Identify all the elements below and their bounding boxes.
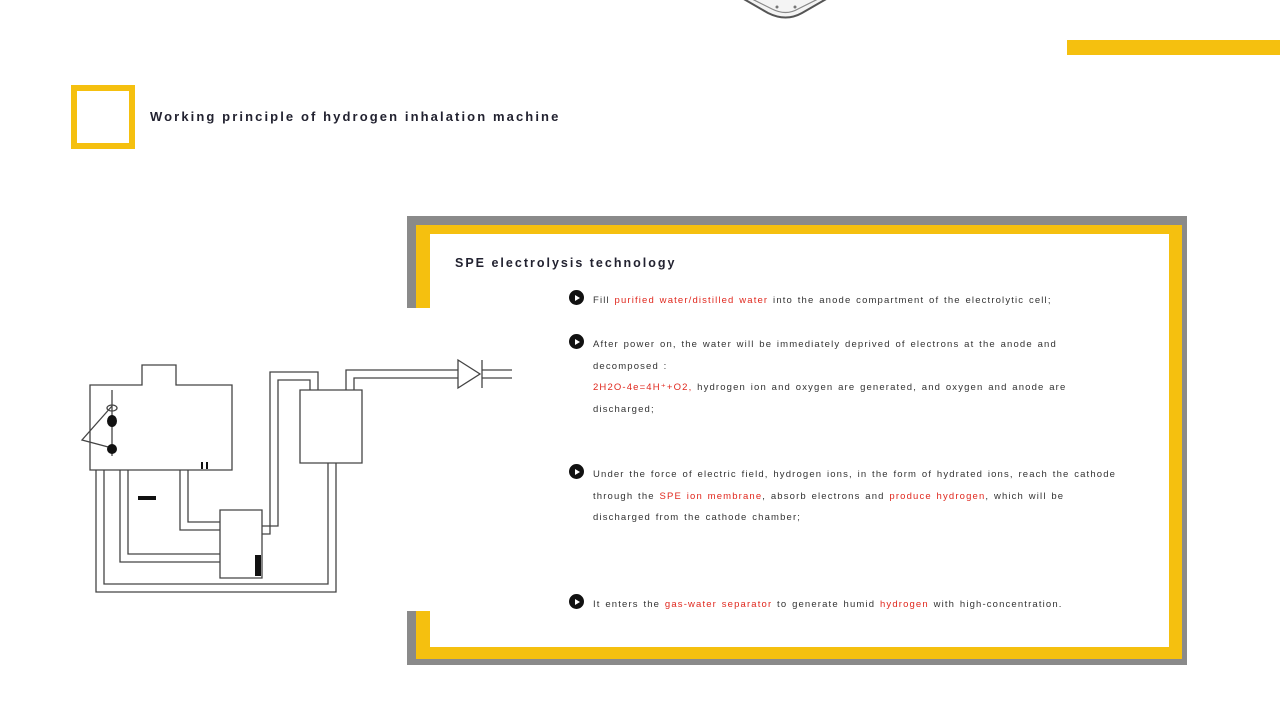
play-bullet-icon — [569, 290, 584, 305]
step-text-part: It enters the — [593, 599, 665, 610]
step-text-part: Under the force of electric field, hydrogen ions, in the form of hydrated ions, reach the cathode through the — [593, 469, 1117, 502]
play-bullet-icon — [569, 464, 584, 479]
step-text-part: , absorb electrons and — [762, 490, 890, 502]
play-bullet-icon — [569, 594, 584, 609]
step-item-2 — [569, 334, 1124, 420]
page-heading: Working principle of hydrogen inhalation machine — [150, 109, 561, 124]
step-text — [593, 594, 1124, 616]
card-title: SPE electrolysis technology — [455, 256, 677, 270]
reaction-formula: 2H2O-4e=4H⁺+O2, — [593, 382, 693, 393]
step-text-part: Fill — [593, 295, 615, 306]
step-item-1 — [569, 290, 1124, 312]
highlight-term: purified water/distilled water — [614, 295, 769, 306]
step-text-part: , which will be discharged from the cathode chamber; — [593, 490, 1065, 523]
step-text — [593, 334, 1124, 420]
step-text-part: After power on, the water will be immediately deprived of electrons at the anode and decomposed : — [593, 339, 1057, 372]
step-text — [593, 290, 1124, 312]
step-text-part: to generate humid — [772, 599, 880, 610]
top-accent-bar — [1067, 40, 1280, 55]
electrolysis-schematic — [60, 350, 530, 610]
step-item-3 — [569, 464, 1124, 529]
heading-marker-box — [71, 85, 135, 149]
highlight-term: produce hydrogen — [889, 490, 986, 502]
device-partial-icon — [730, 0, 840, 24]
highlight-term: SPE ion membrane — [659, 490, 763, 502]
step-text — [593, 464, 1124, 529]
step-text-part: hydrogen ion and oxygen are generated, and oxygen and anode are discharged; — [593, 382, 1067, 415]
highlight-term: gas-water separator — [664, 599, 773, 610]
step-text-part: into the anode compartment of the electrolytic cell; — [768, 295, 1052, 306]
step-text-part: with high-concentration. — [928, 599, 1063, 610]
highlight-term: hydrogen — [879, 599, 929, 610]
step-item-4 — [569, 594, 1124, 616]
play-bullet-icon — [569, 334, 584, 349]
